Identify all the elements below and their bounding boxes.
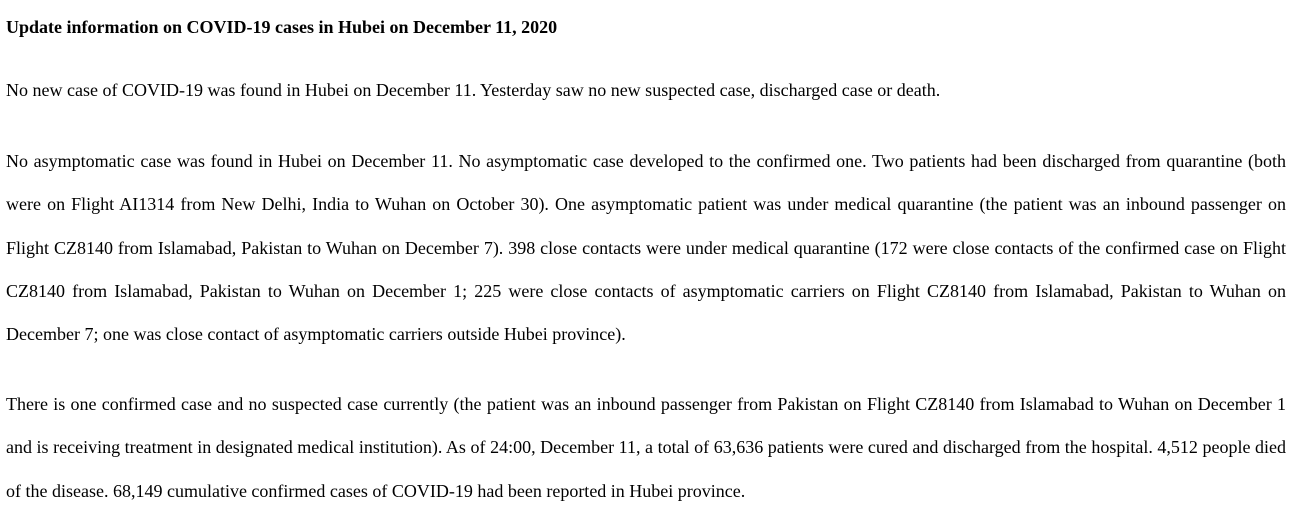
document-title: Update information on COVID-19 cases in Hubei on December 11, 2020 [6,17,558,37]
paragraph-asymptomatic-cases: No asymptomatic case was found in Hubei on December 11. No asymptomatic case developed to the confirmed one. Two patients had been discharged from quarantine (both were on Flight AI1314 from New Delhi, India to Wuhan on October 30). One asymptomatic patient was under medical quarantine (the patient was an inbound passenger on Flight CZ8140 from Islamabad, Pakistan to Wuhan on December 7). 398 close contacts were under medical quarantine (172 were close contacts of the confirmed case on Flight CZ8140 from Islamabad, Pakistan to Wuhan on December 1; 225 were close contacts of asymptomatic carriers on Flight CZ8140 from Islamabad, Pakistan to Wuhan on December 7; one was close contact of asymptomatic carriers outside Hubei province). [6,151,1286,345]
paragraph-new-cases: No new case of COVID-19 was found in Hubei on December 11. Yesterday saw no new suspected case, discharged case or death. [6,80,941,100]
paragraph-cumulative-summary: There is one confirmed case and no suspected case currently (the patient was an inbound passenger from Pakistan on Flight CZ8140 from Islamabad to Wuhan on December 1 and is receiving treatment in designated medical institution). As of 24:00, December 11, a total of 63,636 patients were cured and discharged from the hospital. 4,512 people died of the disease. 68,149 cumulative confirmed cases of COVID-19 had been reported in Hubei province. [6,394,1286,501]
